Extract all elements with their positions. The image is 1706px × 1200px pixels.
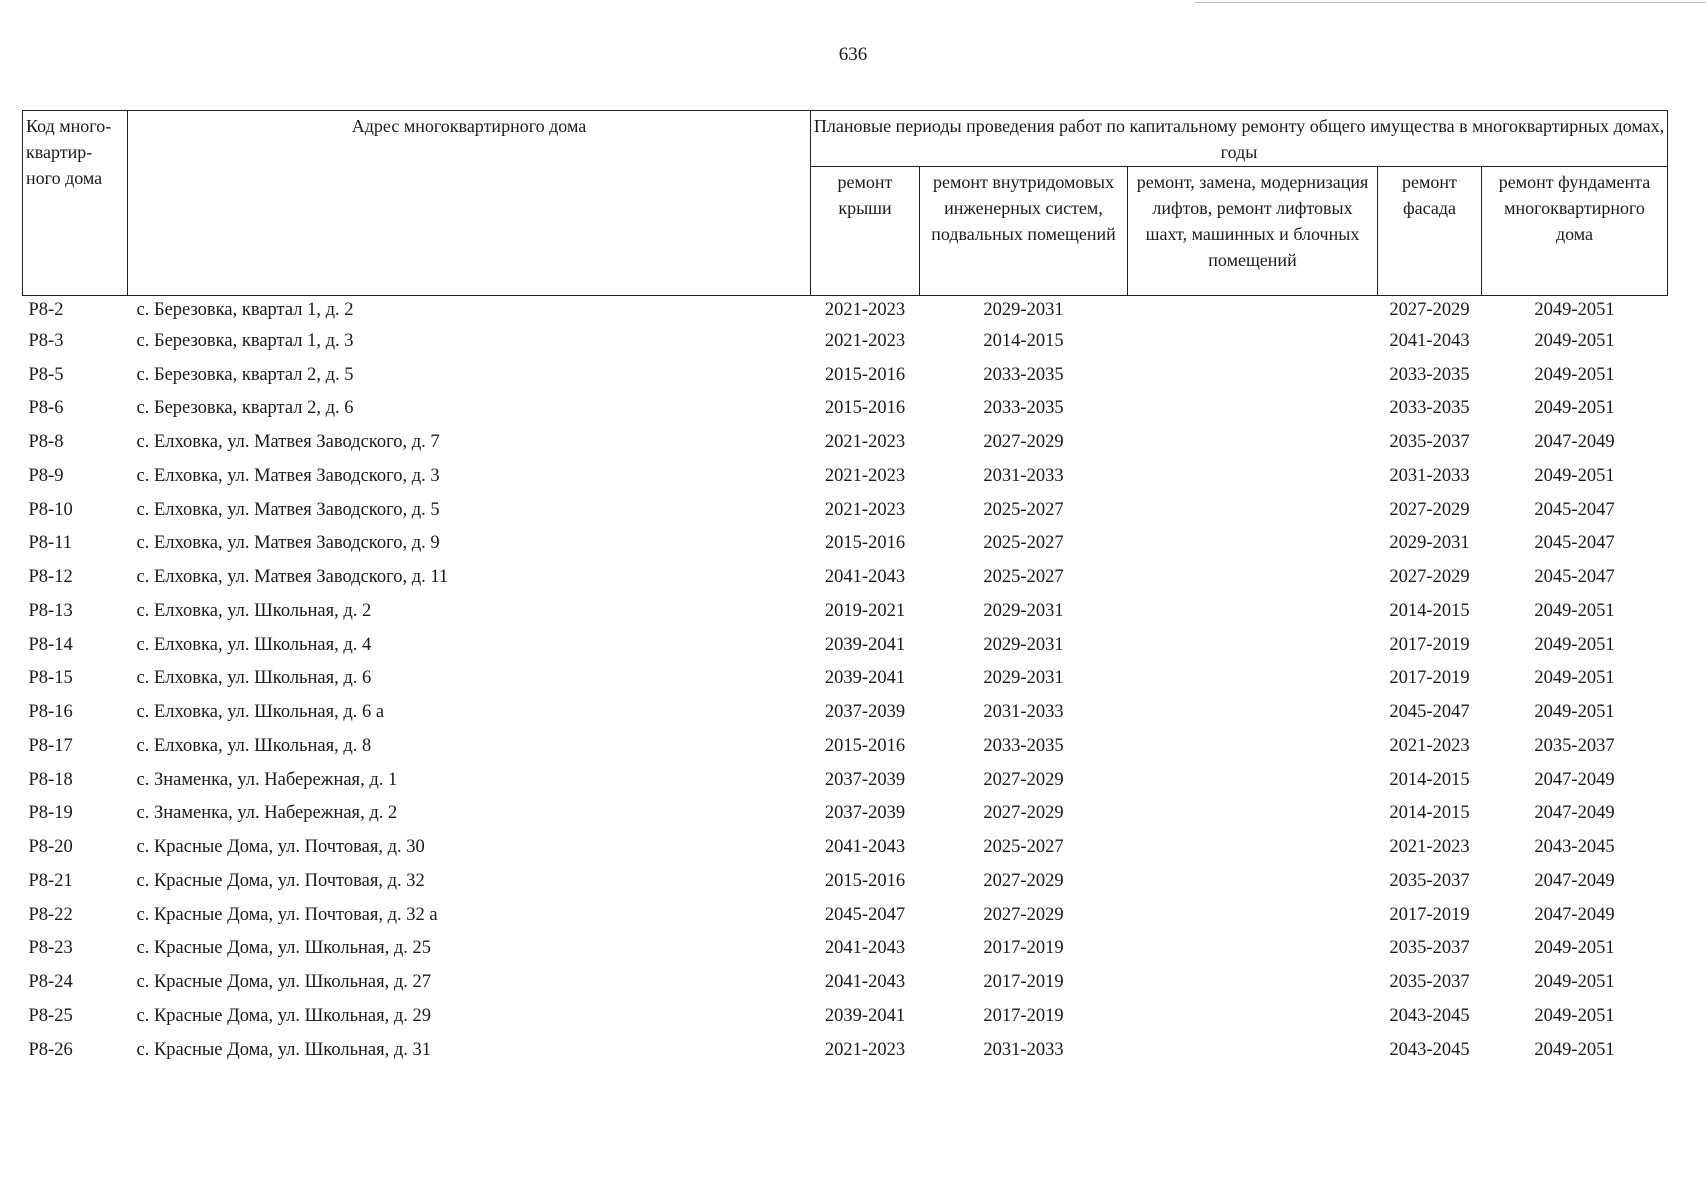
cell-foundation: 2049-2051 bbox=[1534, 634, 1615, 655]
repair-schedule-table bbox=[22, 110, 1668, 1067]
cell-foundation: 2045-2047 bbox=[1534, 567, 1615, 588]
cell-facade: 2033-2035 bbox=[1389, 364, 1470, 385]
cell-lifts bbox=[1128, 797, 1378, 831]
table-row bbox=[23, 898, 1668, 932]
table-row bbox=[23, 864, 1668, 898]
cell-systems: 2025-2027 bbox=[983, 567, 1064, 588]
table-header bbox=[23, 111, 1668, 296]
cell-lifts bbox=[1128, 898, 1378, 932]
cell-code: Р8-21 bbox=[28, 870, 73, 891]
cell-code: Р8-9 bbox=[28, 465, 64, 486]
cell-facade: 2035-2037 bbox=[1389, 432, 1470, 453]
header-foundation: ремонт фундамента многоквартирного дома bbox=[1482, 167, 1668, 296]
cell-roof: 2037-2039 bbox=[824, 769, 906, 790]
cell-facade: 2017-2019 bbox=[1389, 634, 1470, 655]
cell-roof: 2019-2021 bbox=[824, 600, 906, 621]
table-row bbox=[23, 296, 1668, 325]
cell-roof: 2037-2039 bbox=[824, 803, 906, 824]
table-row bbox=[23, 594, 1668, 628]
table-body bbox=[23, 296, 1668, 1067]
cell-code: Р8-16 bbox=[28, 702, 73, 723]
table-row bbox=[23, 560, 1668, 594]
table-row bbox=[23, 999, 1668, 1033]
cell-foundation: 2045-2047 bbox=[1534, 533, 1615, 554]
cell-facade: 2027-2029 bbox=[1389, 499, 1470, 520]
cell-roof: 2015-2016 bbox=[824, 735, 906, 756]
cell-systems: 2029-2031 bbox=[983, 668, 1064, 689]
cell-lifts bbox=[1128, 296, 1378, 325]
cell-facade: 2021-2023 bbox=[1389, 735, 1470, 756]
cell-systems: 2025-2027 bbox=[983, 499, 1064, 520]
cell-systems: 2033-2035 bbox=[983, 364, 1064, 385]
table-row bbox=[23, 324, 1668, 358]
cell-address: с. Знаменка, ул. Набережная, д. 1 bbox=[136, 769, 398, 790]
cell-systems: 2029-2031 bbox=[983, 600, 1064, 621]
cell-foundation: 2049-2051 bbox=[1534, 938, 1615, 959]
table-row bbox=[23, 425, 1668, 459]
cell-code: Р8-24 bbox=[28, 972, 73, 993]
header-lifts: ремонт, замена, модернизация лифтов, ремонт лифтовых шахт, машинных и блочных помещений bbox=[1128, 167, 1378, 296]
cell-address: с. Красные Дома, ул. Почтовая, д. 30 bbox=[136, 837, 425, 858]
cell-code: Р8-25 bbox=[28, 1005, 73, 1026]
cell-code: Р8-20 bbox=[28, 837, 73, 858]
cell-code: Р8-23 bbox=[28, 938, 73, 959]
cell-foundation: 2047-2049 bbox=[1534, 432, 1615, 453]
cell-address: с. Березовка, квартал 2, д. 5 bbox=[136, 364, 354, 385]
header-code: Код много-квартир-ного дома bbox=[23, 111, 128, 296]
cell-facade: 2027-2029 bbox=[1389, 567, 1470, 588]
cell-roof: 2015-2016 bbox=[824, 870, 906, 891]
cell-code: Р8-11 bbox=[28, 533, 73, 554]
cell-code: Р8-19 bbox=[28, 803, 73, 824]
header-facade: ремонт фасада bbox=[1378, 167, 1482, 296]
cell-address: с. Елховка, ул. Матвея Заводского, д. 9 bbox=[136, 533, 440, 554]
cell-code: Р8-12 bbox=[28, 567, 73, 588]
cell-facade: 2029-2031 bbox=[1389, 533, 1470, 554]
cell-address: с. Елховка, ул. Матвея Заводского, д. 7 bbox=[136, 432, 440, 453]
cell-code: Р8-2 bbox=[28, 300, 64, 320]
cell-address: с. Красные Дома, ул. Школьная, д. 31 bbox=[136, 1039, 432, 1060]
cell-systems: 2017-2019 bbox=[983, 938, 1064, 959]
cell-facade: 2017-2019 bbox=[1389, 668, 1470, 689]
cell-systems: 2025-2027 bbox=[983, 533, 1064, 554]
table-row bbox=[23, 628, 1668, 662]
cell-lifts bbox=[1128, 830, 1378, 864]
cell-foundation: 2049-2051 bbox=[1534, 972, 1615, 993]
cell-code: Р8-15 bbox=[28, 668, 73, 689]
cell-roof: 2041-2043 bbox=[824, 567, 906, 588]
page-number: 636 bbox=[838, 44, 868, 65]
cell-systems: 2027-2029 bbox=[983, 803, 1064, 824]
cell-address: с. Березовка, квартал 1, д. 3 bbox=[136, 330, 354, 351]
table-row bbox=[23, 965, 1668, 999]
cell-code: Р8-6 bbox=[28, 398, 64, 419]
cell-facade: 2045-2047 bbox=[1389, 702, 1470, 723]
cell-systems: 2017-2019 bbox=[983, 1005, 1064, 1026]
cell-address: с. Елховка, ул. Школьная, д. 6 bbox=[136, 668, 372, 689]
table-row bbox=[23, 729, 1668, 763]
table-row bbox=[23, 797, 1668, 831]
cell-systems: 2027-2029 bbox=[983, 432, 1064, 453]
cell-roof: 2021-2023 bbox=[824, 1039, 906, 1060]
cell-lifts bbox=[1128, 695, 1378, 729]
cell-code: Р8-18 bbox=[28, 769, 73, 790]
table-row bbox=[23, 459, 1668, 493]
cell-lifts bbox=[1128, 763, 1378, 797]
cell-lifts bbox=[1128, 999, 1378, 1033]
cell-lifts bbox=[1128, 864, 1378, 898]
cell-systems: 2027-2029 bbox=[983, 769, 1064, 790]
table-row bbox=[23, 695, 1668, 729]
cell-facade: 2021-2023 bbox=[1389, 837, 1470, 858]
cell-code: Р8-26 bbox=[28, 1039, 73, 1060]
cell-address: с. Красные Дома, ул. Почтовая, д. 32 bbox=[136, 870, 425, 891]
table-row bbox=[23, 763, 1668, 797]
cell-address: с. Елховка, ул. Школьная, д. 6 а bbox=[136, 702, 385, 723]
cell-roof: 2021-2023 bbox=[824, 432, 906, 453]
cell-facade: 2017-2019 bbox=[1389, 904, 1470, 925]
cell-roof: 2039-2041 bbox=[824, 1005, 906, 1026]
header-systems: ремонт внутридомовых инженерных систем, подвальных помещений bbox=[920, 167, 1128, 296]
cell-address: с. Красные Дома, ул. Школьная, д. 29 bbox=[136, 1005, 432, 1026]
cell-address: с. Елховка, ул. Матвея Заводского, д. 5 bbox=[136, 499, 440, 520]
cell-roof: 2045-2047 bbox=[824, 904, 906, 925]
table-row bbox=[23, 1033, 1668, 1067]
cell-foundation: 2049-2051 bbox=[1534, 668, 1615, 689]
cell-address: с. Елховка, ул. Школьная, д. 4 bbox=[136, 634, 372, 655]
cell-systems: 2017-2019 bbox=[983, 972, 1064, 993]
cell-lifts bbox=[1128, 527, 1378, 561]
cell-roof: 2021-2023 bbox=[824, 499, 906, 520]
cell-systems: 2029-2031 bbox=[983, 300, 1064, 320]
cell-lifts bbox=[1128, 560, 1378, 594]
cell-code: Р8-10 bbox=[28, 499, 73, 520]
cell-address: с. Елховка, ул. Школьная, д. 2 bbox=[136, 600, 372, 621]
cell-lifts bbox=[1128, 493, 1378, 527]
cell-code: Р8-3 bbox=[28, 330, 64, 351]
cell-systems: 2027-2029 bbox=[983, 904, 1064, 925]
cell-roof: 2039-2041 bbox=[824, 634, 906, 655]
cell-roof: 2015-2016 bbox=[824, 533, 906, 554]
cell-lifts bbox=[1128, 594, 1378, 628]
header-roof: ремонт крыши bbox=[811, 167, 920, 296]
cell-code: Р8-5 bbox=[28, 364, 64, 385]
cell-foundation: 2049-2051 bbox=[1534, 330, 1615, 351]
cell-systems: 2033-2035 bbox=[983, 398, 1064, 419]
cell-foundation: 2049-2051 bbox=[1534, 364, 1615, 385]
cell-systems: 2031-2033 bbox=[983, 1039, 1064, 1060]
cell-facade: 2035-2037 bbox=[1389, 972, 1470, 993]
cell-facade: 2033-2035 bbox=[1389, 398, 1470, 419]
table-row bbox=[23, 392, 1668, 426]
cell-roof: 2041-2043 bbox=[824, 972, 906, 993]
cell-address: с. Березовка, квартал 1, д. 2 bbox=[136, 300, 354, 320]
cell-facade: 2014-2015 bbox=[1389, 803, 1470, 824]
cell-address: с. Елховка, ул. Матвея Заводского, д. 11 bbox=[136, 567, 449, 588]
cell-address: с. Красные Дома, ул. Почтовая, д. 32 а bbox=[136, 904, 438, 925]
cell-facade: 2041-2043 bbox=[1389, 330, 1470, 351]
cell-foundation: 2049-2051 bbox=[1534, 465, 1615, 486]
cell-lifts bbox=[1128, 425, 1378, 459]
cell-facade: 2014-2015 bbox=[1389, 600, 1470, 621]
cell-systems: 2033-2035 bbox=[983, 735, 1064, 756]
cell-facade: 2043-2045 bbox=[1389, 1005, 1470, 1026]
cell-roof: 2021-2023 bbox=[824, 465, 906, 486]
cell-lifts bbox=[1128, 358, 1378, 392]
cell-systems: 2014-2015 bbox=[983, 330, 1064, 351]
header-address: Адрес многоквартирного дома bbox=[128, 111, 811, 296]
table-row bbox=[23, 358, 1668, 392]
cell-foundation: 2043-2045 bbox=[1534, 837, 1615, 858]
cell-facade: 2014-2015 bbox=[1389, 769, 1470, 790]
cell-roof: 2041-2043 bbox=[824, 938, 906, 959]
cell-roof: 2039-2041 bbox=[824, 668, 906, 689]
cell-lifts bbox=[1128, 932, 1378, 966]
table-row bbox=[23, 527, 1668, 561]
cell-facade: 2043-2045 bbox=[1389, 1039, 1470, 1060]
cell-roof: 2015-2016 bbox=[824, 398, 906, 419]
cell-foundation: 2035-2037 bbox=[1534, 735, 1615, 756]
cell-lifts bbox=[1128, 392, 1378, 426]
cell-lifts bbox=[1128, 729, 1378, 763]
cell-address: с. Елховка, ул. Матвея Заводского, д. 3 bbox=[136, 465, 440, 486]
cell-lifts bbox=[1128, 965, 1378, 999]
cell-roof: 2015-2016 bbox=[824, 364, 906, 385]
scan-edge-line bbox=[1195, 2, 1706, 3]
cell-roof: 2021-2023 bbox=[824, 330, 906, 351]
cell-lifts bbox=[1128, 662, 1378, 696]
cell-foundation: 2049-2051 bbox=[1534, 600, 1615, 621]
cell-roof: 2021-2023 bbox=[824, 300, 906, 320]
cell-systems: 2027-2029 bbox=[983, 870, 1064, 891]
cell-address: с. Красные Дома, ул. Школьная, д. 27 bbox=[136, 972, 432, 993]
cell-lifts bbox=[1128, 1033, 1378, 1067]
cell-systems: 2031-2033 bbox=[983, 702, 1064, 723]
cell-roof: 2041-2043 bbox=[824, 837, 906, 858]
cell-foundation: 2047-2049 bbox=[1534, 803, 1615, 824]
cell-code: Р8-8 bbox=[28, 432, 64, 453]
cell-foundation: 2047-2049 bbox=[1534, 769, 1615, 790]
cell-systems: 2025-2027 bbox=[983, 837, 1064, 858]
cell-foundation: 2047-2049 bbox=[1534, 904, 1615, 925]
cell-code: Р8-22 bbox=[28, 904, 73, 925]
cell-foundation: 2047-2049 bbox=[1534, 870, 1615, 891]
cell-lifts bbox=[1128, 459, 1378, 493]
cell-foundation: 2049-2051 bbox=[1534, 702, 1615, 723]
cell-systems: 2029-2031 bbox=[983, 634, 1064, 655]
cell-address: с. Красные Дома, ул. Школьная, д. 25 bbox=[136, 938, 432, 959]
cell-foundation: 2045-2047 bbox=[1534, 499, 1615, 520]
table-row bbox=[23, 830, 1668, 864]
header-periods: Плановые периоды проведения работ по капитальному ремонту общего имущества в многоквартирных домах, годы bbox=[811, 111, 1668, 167]
cell-roof: 2037-2039 bbox=[824, 702, 906, 723]
cell-facade: 2035-2037 bbox=[1389, 938, 1470, 959]
table-row bbox=[23, 932, 1668, 966]
cell-foundation: 2049-2051 bbox=[1534, 300, 1615, 320]
cell-address: с. Березовка, квартал 2, д. 6 bbox=[136, 398, 354, 419]
cell-lifts bbox=[1128, 628, 1378, 662]
cell-systems: 2031-2033 bbox=[983, 465, 1064, 486]
cell-code: Р8-14 bbox=[28, 634, 73, 655]
cell-code: Р8-13 bbox=[28, 600, 73, 621]
cell-lifts bbox=[1128, 324, 1378, 358]
cell-code: Р8-17 bbox=[28, 735, 73, 756]
cell-facade: 2035-2037 bbox=[1389, 870, 1470, 891]
cell-facade: 2031-2033 bbox=[1389, 465, 1470, 486]
table-row bbox=[23, 493, 1668, 527]
cell-facade: 2027-2029 bbox=[1389, 300, 1470, 320]
cell-address: с. Елховка, ул. Школьная, д. 8 bbox=[136, 735, 372, 756]
cell-foundation: 2049-2051 bbox=[1534, 1005, 1615, 1026]
cell-foundation: 2049-2051 bbox=[1534, 398, 1615, 419]
cell-foundation: 2049-2051 bbox=[1534, 1039, 1615, 1060]
cell-address: с. Знаменка, ул. Набережная, д. 2 bbox=[136, 803, 398, 824]
table-row bbox=[23, 662, 1668, 696]
